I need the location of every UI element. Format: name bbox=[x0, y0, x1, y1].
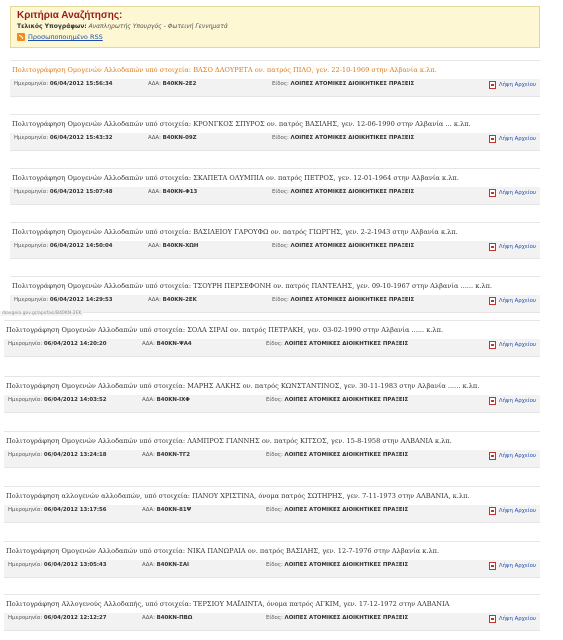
pdf-icon bbox=[489, 243, 496, 251]
result-ada: ΑΔΑ: Β40ΚΝ-ΤΓ2 bbox=[142, 452, 191, 458]
rss-icon bbox=[17, 33, 25, 41]
result-title[interactable]: Πολιτογράφηση Ομογενών Αλλοδαπών υπό στοιχεία: ΣΟΛΑ ΣΙΡΑΙ ον. πατρός ΠΕΤΡΑΚΗ, γεν. 03-02-1990 στην Αλβανία ...... κ.λπ. bbox=[6, 326, 444, 334]
download-file-link[interactable]: Λήψη Αρχείου bbox=[489, 135, 536, 143]
result-meta bbox=[4, 339, 540, 357]
result-item bbox=[4, 541, 540, 581]
result-date: Ημερομηνία: 06/04/2012 12:12:27 bbox=[8, 615, 107, 621]
result-ada: ΑΔΑ: Β40ΚΝ-2Ε2 bbox=[148, 81, 197, 87]
result-item bbox=[4, 486, 540, 526]
result-item bbox=[4, 431, 540, 471]
result-type: Είδος: ΛΟΙΠΕΣ ΑΤΟΜΙΚΕΣ ΔΙΟΙΚΗΤΙΚΕΣ ΠΡΑΞΕΙΣ bbox=[266, 397, 409, 403]
result-title[interactable]: Πολιτογράφηση Ομογενών Αλλοδαπών υπό στοιχεία: ΒΑΣΙΛΕΙΟΥ ΓΑΡΟΥΦΩ ον. πατρός ΓΙΩΡΓΗΣ, γεν. 2-2-1943 στην Αλβανία κ.λπ. bbox=[12, 228, 458, 236]
download-file-link[interactable]: Λήψη Αρχείου bbox=[489, 397, 536, 405]
search-criteria-box bbox=[10, 6, 540, 48]
result-title[interactable]: Πολιτογράφηση Ομογενών Αλλοδαπών υπό στοιχεία: ΚΡΟΝΓΚΟΣ ΣΠΥΡΟΣ ον. πατρός ΒΑΣΙΛΗΣ, γεν. 12-06-1990 στην Αλβανία ... κ.λπ. bbox=[12, 120, 471, 128]
result-item bbox=[10, 168, 540, 208]
result-item bbox=[4, 320, 540, 360]
result-meta bbox=[10, 295, 540, 313]
result-ada: ΑΔΑ: Β40ΚΝ-Φ13 bbox=[148, 189, 198, 195]
pdf-icon bbox=[489, 452, 496, 460]
result-title[interactable]: Πολιτογράφηση Ομογενών Αλλοδαπών υπό στοιχεία: ΛΑΜΠΡΟΣ ΓΙΑΝΝΗΣ ον. πατρός ΚΙΤΣΟΣ, γεν. 15-8-1958 στην ΑΛΒΑΝΙΑ κ.λπ. bbox=[6, 437, 452, 445]
pdf-icon bbox=[489, 397, 496, 405]
result-date: Ημερομηνία: 06/04/2012 15:07:48 bbox=[14, 189, 113, 195]
result-ada: ΑΔΑ: Β40ΚΝ-ΠΒΩ bbox=[142, 615, 193, 621]
result-title[interactable]: Πολιτογράφηση Ομογενών Αλλοδαπών υπό στοιχεία: ΒΑΣΟ ΔΑΟΥΡΕΤΑ ον. πατρός ΠΙΛΟ, γεν. 22-10-1969 στην Αλβανία κ.λπ. bbox=[12, 66, 437, 74]
result-date: Ημερομηνία: 06/04/2012 14:03:52 bbox=[8, 397, 107, 403]
result-title[interactable]: Πολιτογράφηση αλλογενών αλλοδαπών, υπό στοιχεία: ΠΑΝΟΥ ΧΡΙΣΤΙΝΑ, όνομα πατρός ΣΩΤΗΡΗΣ, γεν. 7-11-1973 στην ΑΛΒΑΝΙΑ, κ.λπ. bbox=[6, 492, 470, 500]
download-file-link[interactable]: Λήψη Αρχείου bbox=[489, 562, 536, 570]
result-meta bbox=[4, 505, 540, 523]
result-date: Ημερομηνία: 06/04/2012 14:20:20 bbox=[8, 341, 107, 347]
result-title[interactable]: Πολιτογράφηση Ομογενών Αλλοδαπών υπό στοιχεία: ΝΙΚΑ ΠΑΝΩΡΑΙΑ ον. πατρός ΒΑΣΙΛΗΣ, γεν. 12-7-1976 στην Αλβανία κ.λπ. bbox=[6, 547, 440, 555]
result-type: Είδος: ΛΟΙΠΕΣ ΑΤΟΜΙΚΕΣ ΔΙΟΙΚΗΤΙΚΕΣ ΠΡΑΞΕΙΣ bbox=[272, 135, 415, 141]
result-item bbox=[10, 114, 540, 154]
result-ada: ΑΔΑ: Β40ΚΝ-ΨΑ4 bbox=[142, 341, 192, 347]
result-meta bbox=[4, 450, 540, 468]
download-file-link[interactable]: Λήψη Αρχείου bbox=[489, 297, 536, 305]
result-date: Ημερομηνία: 06/04/2012 13:05:43 bbox=[8, 562, 107, 568]
pdf-icon bbox=[489, 562, 496, 570]
pdf-icon bbox=[489, 297, 496, 305]
result-title[interactable]: Πολιτογράφηση Ομογενών Αλλοδαπών υπό στοιχεία: ΣΚΑΠΕΤΑ ΟΛΥΜΠΙΑ ον. πατρός ΠΕΤΡΟΣ, γεν. 12-01-1964 στην Αλβανία κ.λπ. bbox=[12, 174, 459, 182]
download-file-link[interactable]: Λήψη Αρχείου bbox=[489, 81, 536, 89]
pdf-icon bbox=[489, 135, 496, 143]
download-file-link[interactable]: Λήψη Αρχείου bbox=[489, 341, 536, 349]
result-meta bbox=[10, 133, 540, 151]
result-date: Ημερομηνία: 06/04/2012 15:43:32 bbox=[14, 135, 113, 141]
download-file-link[interactable]: Λήψη Αρχείου bbox=[489, 615, 536, 623]
result-meta bbox=[4, 613, 540, 631]
result-type: Είδος: ΛΟΙΠΕΣ ΑΤΟΜΙΚΕΣ ΔΙΟΙΚΗΤΙΚΕΣ ΠΡΑΞΕΙΣ bbox=[272, 81, 415, 87]
pdf-icon bbox=[489, 615, 496, 623]
result-ada: ΑΔΑ: Β40ΚΝ-09Ζ bbox=[148, 135, 197, 141]
result-meta bbox=[10, 79, 540, 97]
download-file-link[interactable]: Λήψη Αρχείου bbox=[489, 243, 536, 251]
pdf-icon bbox=[489, 189, 496, 197]
pdf-icon bbox=[489, 81, 496, 89]
result-type: Είδος: ΛΟΙΠΕΣ ΑΤΟΜΙΚΕΣ ΔΙΟΙΚΗΤΙΚΕΣ ΠΡΑΞΕΙΣ bbox=[266, 507, 409, 513]
result-ada: ΑΔΑ: Β40ΚΝ-81Ψ bbox=[142, 507, 192, 513]
result-title[interactable]: Πολιτογράφηση Αλλογενούς Αλλοδαπής, υπό στοιχεία: ΤΕΡΣΙΟΥ ΜΑΪΛΙΝΤΑ, όνομα πατρός ΑΓΚΙΜ, γεν. 17-12-1972 στην ΑΛΒΑΝΙΑ bbox=[6, 600, 450, 608]
result-meta bbox=[10, 241, 540, 259]
result-item bbox=[4, 376, 540, 416]
result-type: Είδος: ΛΟΙΠΕΣ ΑΤΟΜΙΚΕΣ ΔΙΟΙΚΗΤΙΚΕΣ ΠΡΑΞΕΙΣ bbox=[272, 243, 415, 249]
result-title[interactable]: Πολιτογράφηση Ομογενών Αλλοδαπών υπό στοιχεία: ΤΣΟΥΡΗ ΠΕΡΣΕΦΟΝΗ ον. πατρός ΠΑΝΤΕΛΗΣ, γεν. 09-10-1967 στην Αλβανία ...... κ.λπ. bbox=[12, 282, 493, 290]
result-type: Είδος: ΛΟΙΠΕΣ ΑΤΟΜΙΚΕΣ ΔΙΟΙΚΗΤΙΚΕΣ ΠΡΑΞΕΙΣ bbox=[272, 297, 415, 303]
result-date: Ημερομηνία: 06/04/2012 14:29:53 bbox=[14, 297, 113, 303]
result-meta bbox=[4, 560, 540, 578]
status-bar-url: diavgeia.gov.gr/apofasi/B40KN-2EK bbox=[2, 311, 82, 316]
result-date: Ημερομηνία: 06/04/2012 14:50:04 bbox=[14, 243, 113, 249]
result-date: Ημερομηνία: 06/04/2012 13:17:56 bbox=[8, 507, 107, 513]
rss-row[interactable] bbox=[17, 32, 533, 42]
result-item bbox=[10, 276, 540, 316]
result-item bbox=[4, 594, 540, 634]
result-ada: ΑΔΑ: Β40ΚΝ-ΣΑΙ bbox=[142, 562, 190, 568]
result-meta bbox=[4, 395, 540, 413]
rss-link[interactable]: Προσωποποιημένο RSS bbox=[28, 33, 103, 41]
pdf-icon bbox=[489, 341, 496, 349]
result-item bbox=[10, 60, 540, 100]
result-type: Είδος: ΛΟΙΠΕΣ ΑΤΟΜΙΚΕΣ ΔΙΟΙΚΗΤΙΚΕΣ ΠΡΑΞΕΙΣ bbox=[266, 452, 409, 458]
signer-value: Αναπληρωτής Υπουργός - Φωτεινή Γεννηματά bbox=[88, 23, 228, 30]
result-ada: ΑΔΑ: Β40ΚΝ-ΙΧΦ bbox=[142, 397, 190, 403]
result-ada: ΑΔΑ: Β40ΚΝ-ΧΩΗ bbox=[148, 243, 199, 249]
download-file-link[interactable]: Λήψη Αρχείου bbox=[489, 507, 536, 515]
result-title[interactable]: Πολιτογράφηση Ομογενών Αλλοδαπών υπό στοιχεία: ΜΑΡΗΣ ΑΛΚΗΣ ον. πατρός ΚΩΝΣΤΑΝΤΙΝΟΣ, γεν. 30-11-1983 στην Αλβανία ...... κ.λπ. bbox=[6, 382, 480, 390]
criteria-title: Κριτήρια Αναζήτησης: bbox=[17, 10, 123, 21]
criteria-signer bbox=[17, 22, 533, 31]
download-file-link[interactable]: Λήψη Αρχείου bbox=[489, 452, 536, 460]
result-type: Είδος: ΛΟΙΠΕΣ ΑΤΟΜΙΚΕΣ ΔΙΟΙΚΗΤΙΚΕΣ ΠΡΑΞΕΙΣ bbox=[272, 189, 415, 195]
signer-label: Τελικός Υπογράφων: bbox=[17, 23, 87, 30]
result-meta bbox=[10, 187, 540, 205]
pdf-icon bbox=[489, 507, 496, 515]
result-date: Ημερομηνία: 06/04/2012 13:24:18 bbox=[8, 452, 107, 458]
result-ada: ΑΔΑ: Β40ΚΝ-2ΕΚ bbox=[148, 297, 197, 303]
result-type: Είδος: ΛΟΙΠΕΣ ΑΤΟΜΙΚΕΣ ΔΙΟΙΚΗΤΙΚΕΣ ΠΡΑΞΕΙΣ bbox=[266, 341, 409, 347]
result-type: Είδος: ΛΟΙΠΕΣ ΑΤΟΜΙΚΕΣ ΔΙΟΙΚΗΤΙΚΕΣ ΠΡΑΞΕΙΣ bbox=[266, 562, 409, 568]
result-type: Είδος: ΛΟΙΠΕΣ ΑΤΟΜΙΚΕΣ ΔΙΟΙΚΗΤΙΚΕΣ ΠΡΑΞΕΙΣ bbox=[266, 615, 409, 621]
download-file-link[interactable]: Λήψη Αρχείου bbox=[489, 189, 536, 197]
result-item bbox=[10, 222, 540, 262]
result-date: Ημερομηνία: 06/04/2012 15:56:34 bbox=[14, 81, 113, 87]
